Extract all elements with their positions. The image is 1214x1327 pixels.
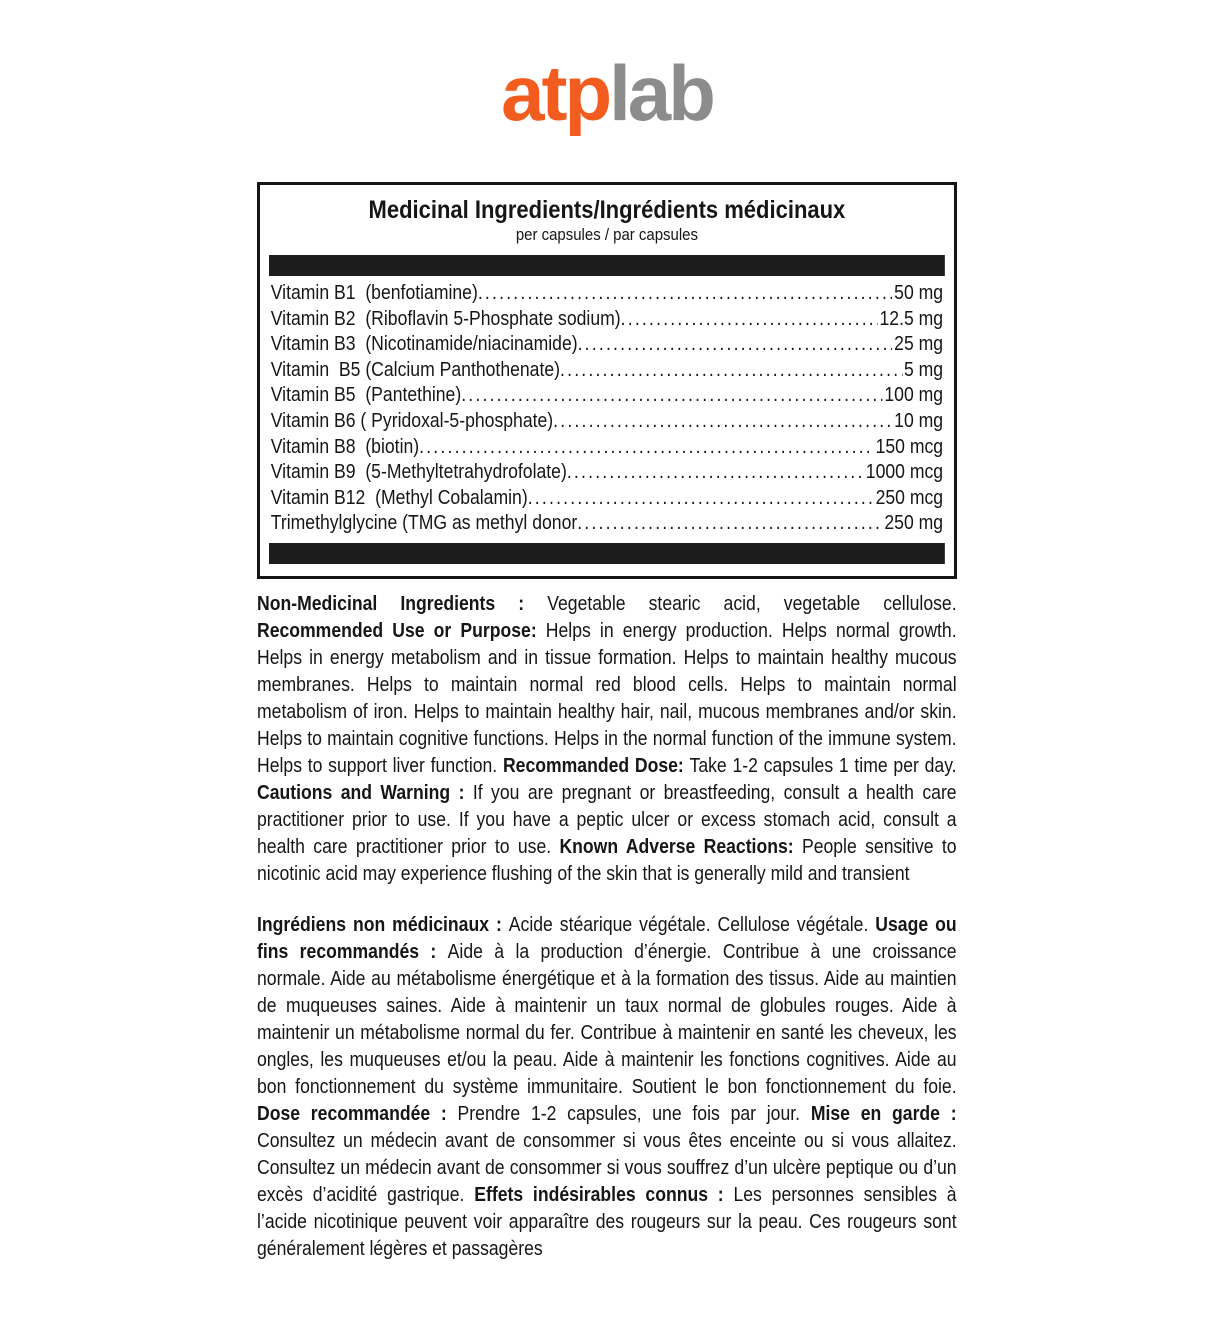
ingredient-name: Vitamin B12 (Methyl Cobalamin) [270,486,528,509]
french-paragraph [257,912,957,1263]
ingredient-name: Vitamin B9 (5-Methyltetrahydrofolate) [270,461,567,484]
dot-leader [621,307,878,333]
box-title: Medicinal Ingredients/Ingrédients médicinaux [368,196,846,225]
ingredient-name: Vitamin B6 ( Pyridoxal-5-phosphate) [270,410,554,433]
body-text: Helps in energy production. Helps normal growth. Helps in energy metabolism and in tissue formation. Helps to maintain healthy mucous membranes. Helps to maintain normal red blood cells. Helps to maintain normal metabolism of iron. Helps to maintain healthy hair, nail, mucous membranes and/or skin. Helps to maintain cognitive functions. Helps in the normal function of the immune system. Helps to support liver function. [257,620,957,778]
inline-bold-heading: Known Adverse Reactions: [559,836,802,859]
ingredient-value: 50 mg [894,282,944,305]
ingredient-row [271,281,943,307]
body-text: Take 1-2 capsules 1 time per day. [689,755,957,778]
inline-bold-heading: Recommanded Dose: [502,755,690,778]
inline-bold-heading: Cautions and Warning : [257,782,473,805]
english-paragraph [257,591,957,888]
ingredient-name: Vitamin B1 (benfotiamine) [270,282,478,305]
logo-lab: lab [609,49,713,137]
ingredient-name: Vitamin B5 (Pantethine) [270,384,462,407]
ingredient-row [271,460,943,486]
ingredient-value: 250 mg [884,512,944,535]
dot-leader [419,435,874,461]
body-text: Vegetable stearic acid, vegetable cellulose. [547,593,957,616]
divider-bar-top [269,255,945,276]
dot-leader [567,460,864,486]
body-text: Aide à la production d’énergie. Contribue à une croissance normale. Aide au métabolisme énergétique et à la formation des tissus. Aide au maintien de muqueuses saines. Aide à maintenir un taux normal de globules rouges. Aide à maintenir un métabolisme normal du fer. Contribue à maintenir en santé les cheveux, les ongles, les muqueuses et/ou la peau. Aide à maintenir les fonctions cognitives. Aide au bon fonctionnement du système immunitaire. Soutient le bon fonctionnement du foie. [257,941,957,1099]
label-content [257,182,957,1263]
body-text: Acide stéarique végétale. Cellulose végétale. [508,914,876,937]
dot-leader [478,281,893,307]
ingredient-name: Vitamin B5 (Calcium Panthothenate) [270,358,561,381]
ingredient-row [271,435,943,461]
ingredient-value: 250 mcg [875,486,944,509]
french-section [257,912,957,1263]
body-text: People sensitive to nicotinic acid may experience flushing of the skin that is generally mild and transient [257,836,957,886]
ingredient-value: 25 mg [894,333,944,356]
ingredient-value: 150 mcg [875,435,944,458]
dot-leader [578,332,893,358]
box-inner [269,195,945,564]
ingredient-row [271,358,943,384]
inline-bold-heading: Mise en garde : [810,1103,957,1126]
ingredient-row [271,511,943,537]
body-text: Prendre 1-2 capsules, une fois par jour. [457,1103,811,1126]
ingredient-value: 10 mg [894,410,944,433]
inline-bold-heading: Dose recommandée : [257,1103,458,1126]
body-text: Consultez un médecin avant de consommer si vous êtes enceinte ou si vous allaitez. Consultez un médecin avant de consommer si vous souffrez d’un ulcère peptique ou d’un excès d’acidité gastrique. [257,1130,957,1207]
medicinal-ingredients-box [257,182,957,579]
box-subtitle: per capsules / par capsules [515,225,698,245]
ingredient-name: Vitamin B3 (Nicotinamide/niacinamide) [270,333,578,356]
dot-leader [560,358,902,384]
ingredient-value: 100 mg [884,384,944,407]
divider-bar-bottom [269,543,945,564]
ingredient-value: 5 mg [903,358,944,381]
ingredient-name: Vitamin B2 (Riboflavin 5-Phosphate sodium) [270,307,621,330]
ingredients-rows [271,281,943,537]
ingredient-name: Trimethylglycine (TMG as methyl donor [270,512,578,535]
ingredient-value: 12.5 mg [879,307,944,330]
inline-bold-heading: Recommended Use or Purpose: [257,620,546,643]
brand-logo [0,0,1214,137]
inline-bold-heading: Effets indésirables connus : [474,1184,734,1207]
ingredient-name: Vitamin B8 (biotin) [270,435,420,458]
inline-bold-heading: Usage ou fins recommandés : [257,914,957,964]
body-text: If you are pregnant or breastfeeding, consult a health care practitioner prior to use. If you have a peptic ulcer or excess stomach acid, consult a health care practitioner prior to use. [257,782,957,859]
ingredient-value: 1000 mcg [865,461,944,484]
ingredient-row [271,409,943,435]
inline-bold-heading: Non-Medicinal Ingredients : [257,593,548,616]
ingredient-row [271,307,943,333]
inline-bold-heading: Ingrédiens non médicinaux : [257,914,509,937]
dot-leader [553,409,892,435]
english-section [257,591,957,888]
dot-leader [577,511,882,537]
dot-leader [461,383,882,409]
logo-atp: atp [501,49,610,137]
body-text: Les personnes sensibles à l’acide nicotinique peuvent voir apparaître des rougeurs sur la peau. Ces rougeurs sont généralement légères et passagères [257,1184,957,1261]
dot-leader [528,486,874,512]
ingredient-row [271,383,943,409]
ingredient-row [271,332,943,358]
ingredient-row [271,486,943,512]
